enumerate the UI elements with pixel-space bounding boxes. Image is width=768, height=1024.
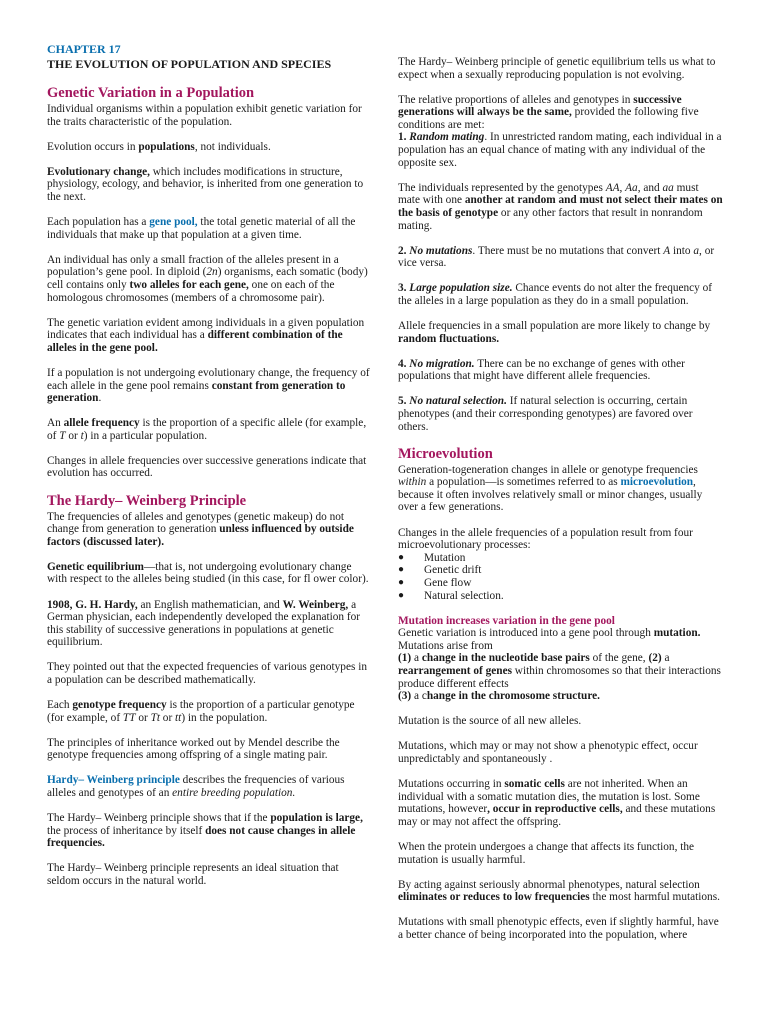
paragraph: Hardy– Weinberg principle describes the frequencies of various alleles and genotypes of an entire breeding population. xyxy=(47,774,345,800)
paragraph: Genetic equilibrium—that is, not undergoing evolutionary change with respect to the alleles being studied (in this case, for fl ower color). xyxy=(47,560,369,586)
paragraph: The Hardy– Weinberg principle of genetic equilibrium tells us what to expect when a sexually reproducing population is not evolving. xyxy=(398,56,716,81)
paragraph: Mutation is the source of all new alleles. xyxy=(398,715,582,728)
list-item: ● Mutation xyxy=(398,552,723,565)
paragraph: The genetic variation evident among individuals in a given population indicates that each individual has a different combination of the alleles in the gene pool. xyxy=(47,316,365,354)
paragraph: The Hardy– Weinberg principle represents an ideal situation that seldom occurs in the natural world. xyxy=(47,862,339,888)
paragraph: The individuals represented by the genotypes AA, Aa, and aa must mate with one another at random and must not select their mates on the basis of genotype or any other factors that result in nonrandom mating. xyxy=(398,181,723,232)
list-item: ● Gene flow xyxy=(398,577,723,590)
paragraph: The relative proportions of alleles and genotypes in successive generations will always be the same, provided the following five conditions are met: xyxy=(398,93,699,131)
paragraph: Changes in allele frequencies over successive generations indicate that evolution has occurred. xyxy=(47,454,367,480)
paragraph: Individual organisms within a population exhibit genetic variation for the traits characteristic of the population. xyxy=(47,103,362,128)
paragraph: 2. No mutations. There must be no mutations that convert A into a, or vice versa. xyxy=(398,244,715,270)
paragraph: Changes in the allele frequencies of a population result from four microevolutionary processes: xyxy=(398,526,693,552)
paragraph: They pointed out that the expected frequencies of various genotypes in a population can be described mathematically. xyxy=(47,661,367,686)
paragraph: Allele frequencies in a small population are more likely to change by random fluctuations. xyxy=(398,320,711,345)
chapter-label: CHAPTER 17 xyxy=(47,42,121,56)
paragraph: 3. Large population size. Chance events do not alter the frequency of the alleles in a large population as they do in a small population. xyxy=(398,282,713,307)
chapter-title: THE EVOLUTION OF POPULATION AND SPECIES xyxy=(47,57,332,71)
paragraph: Each genotype frequency is the proportion of a particular genotype (for example, of TT or Tt or tt) in the population. xyxy=(47,699,355,724)
paragraph: An allele frequency is the proportion of a specific allele (for example, of T or t) in a particular population. xyxy=(47,417,367,442)
paragraph: Evolution occurs in populations, not individuals. xyxy=(47,140,271,153)
paragraph: Genetic variation is introduced into a gene pool through mutation. Mutations arise from (1) a change in the nucleotide base pairs of the gene, (2) a rearrangement of genes within chromosomes so that their interactions produce different effects (3) a change in the chromosome structure. xyxy=(398,627,721,703)
paragraph: Generation-togeneration changes in allele or genotype frequencies within a population—is sometimes referred to as microevolution, because it often involves relatively small or minor changes, usually over a few generations. xyxy=(398,463,703,514)
paragraph: 4. No migration. There can be no exchange of genes with other populations that might have different allele frequencies. xyxy=(398,357,685,383)
paragraph: When the protein undergoes a change that affects its function, the mutation is usually harmful. xyxy=(398,840,695,866)
left-column xyxy=(47,42,372,900)
paragraph: An individual has only a small fraction of the alleles present in a population’s gene pool. In diploid (2n) organisms, each somatic (body) cell contains only two alleles for each gene, one on each of the homologous chromosomes (members of a chromosome pair). xyxy=(47,253,368,304)
heading-mutation: Mutation increases variation in the gene pool xyxy=(398,614,615,627)
paragraph: The principles of inheritance worked out by Mendel describe the genotype frequencies among offspring of a single mating pair. xyxy=(47,736,340,762)
paragraph: By acting against seriously abnormal phenotypes, natural selection eliminates or reduces to low frequencies the most harmful mutations. xyxy=(398,878,720,904)
paragraph: 1. Random mating. In unrestricted random mating, each individual in a population has an equal chance of mating with any individual of the opposite sex. xyxy=(398,131,722,169)
paragraph: The frequencies of alleles and genotypes (genetic makeup) do not change from generation to generation unless influenced by outside factors (discussed later). xyxy=(47,510,354,548)
paragraph: 5. No natural selection. If natural selection is occurring, certain phenotypes (and their corresponding genotypes) are favored over others. xyxy=(398,395,693,433)
paragraph: 1908, G. H. Hardy, an English mathematician, and W. Weinberg, a German physician, each independently developed the explanation for this stability of successive generations in populations at genetic equilibrium. xyxy=(47,598,361,649)
right-column xyxy=(398,56,723,954)
heading-genetic-variation: Genetic Variation in a Population xyxy=(47,85,255,101)
heading-microevolution: Microevolution xyxy=(398,445,493,462)
paragraph: If a population is not undergoing evolutionary change, the frequency of each allele in the gene pool remains constant from generation to generation. xyxy=(47,366,370,405)
paragraph: Mutations occurring in somatic cells are not inherited. When an individual with a somatic mutation dies, the mutation is lost. Some mutations, however, occur in reproductive cells, and these mutations may or may not affect the offspring. xyxy=(398,778,716,828)
paragraph: Each population has a gene pool, the total genetic material of all the individuals that make up that population at a given time. xyxy=(47,216,356,241)
paragraph: Mutations, which may or may not show a phenotypic effect, occur unpredictably and spontaneously . xyxy=(398,740,698,765)
heading-hardy-weinberg: The Hardy– Weinberg Principle xyxy=(47,492,247,509)
paragraph: Evolutionary change, which includes modifications in structure, physiology, ecology, and behavior, is inherited from one generation to the next. xyxy=(47,165,364,203)
paragraph: The Hardy– Weinberg principle shows that if the population is large, the process of inheritance by itself does not cause changes in allele frequencies. xyxy=(47,812,363,850)
list-item: ● Genetic drift xyxy=(398,564,723,577)
list-item: ● Natural selection. xyxy=(398,590,723,603)
paragraph: Mutations with small phenotypic effects, even if slightly harmful, have a better chance of being incorporated into the population, where xyxy=(398,916,719,941)
process-list xyxy=(398,552,723,602)
